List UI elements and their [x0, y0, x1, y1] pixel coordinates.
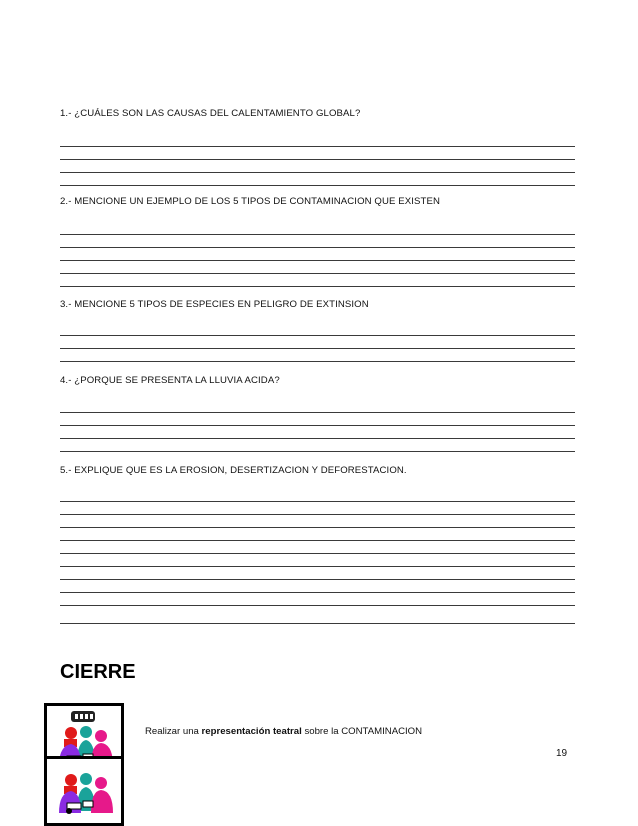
answer-line[interactable]	[60, 260, 575, 261]
answer-line[interactable]	[60, 566, 575, 567]
theater-group-icon	[44, 756, 124, 826]
answer-line[interactable]	[60, 592, 575, 593]
answer-line[interactable]	[60, 412, 575, 413]
answer-line[interactable]	[60, 273, 575, 274]
question-4-text: 4.- ¿PORQUE SE PRESENTA LA LLUVIA ACIDA?	[60, 375, 280, 386]
instruction-prefix: Realizar una	[145, 726, 202, 737]
answer-line[interactable]	[60, 605, 575, 606]
question-2-text: 2.- MENCIONE UN EJEMPLO DE LOS 5 TIPOS DE CONTAMINACION QUE EXISTEN	[60, 196, 441, 207]
answer-line[interactable]	[60, 348, 575, 349]
answer-line[interactable]	[60, 234, 575, 235]
answer-line[interactable]	[60, 623, 575, 624]
answer-line[interactable]	[60, 247, 575, 248]
instruction-suffix: sobre la CONTAMINACION	[301, 726, 423, 737]
answer-line[interactable]	[60, 286, 575, 287]
answer-line[interactable]	[60, 438, 575, 439]
answer-line[interactable]	[60, 185, 575, 186]
answer-line[interactable]	[60, 172, 575, 173]
question-5-text: 5.- EXPLIQUE QUE ES LA EROSION, DESERTIZACION Y DEFORESTACION.	[60, 465, 407, 476]
answer-line[interactable]	[60, 335, 575, 336]
answer-line[interactable]	[60, 553, 575, 554]
instruction-text	[145, 726, 422, 737]
answer-line[interactable]	[60, 514, 575, 515]
answer-line[interactable]	[60, 527, 575, 528]
question-1-text: 1.- ¿CUÁLES SON LAS CAUSAS DEL CALENTAMIENTO GLOBAL?	[60, 108, 361, 119]
answer-line[interactable]	[60, 579, 575, 580]
answer-line[interactable]	[60, 425, 575, 426]
answer-line[interactable]	[60, 146, 575, 147]
answer-line[interactable]	[60, 361, 575, 362]
answer-line[interactable]	[60, 501, 575, 502]
instruction-bold: representación teatral	[201, 726, 302, 737]
page-number: 19	[556, 748, 568, 759]
question-3-text: 3.- MENCIONE 5 TIPOS DE ESPECIES EN PELIGRO DE EXTINSION	[60, 299, 369, 310]
section-title: CIERRE	[60, 661, 136, 683]
answer-line[interactable]	[60, 451, 575, 452]
answer-line[interactable]	[60, 159, 575, 160]
answer-line[interactable]	[60, 540, 575, 541]
